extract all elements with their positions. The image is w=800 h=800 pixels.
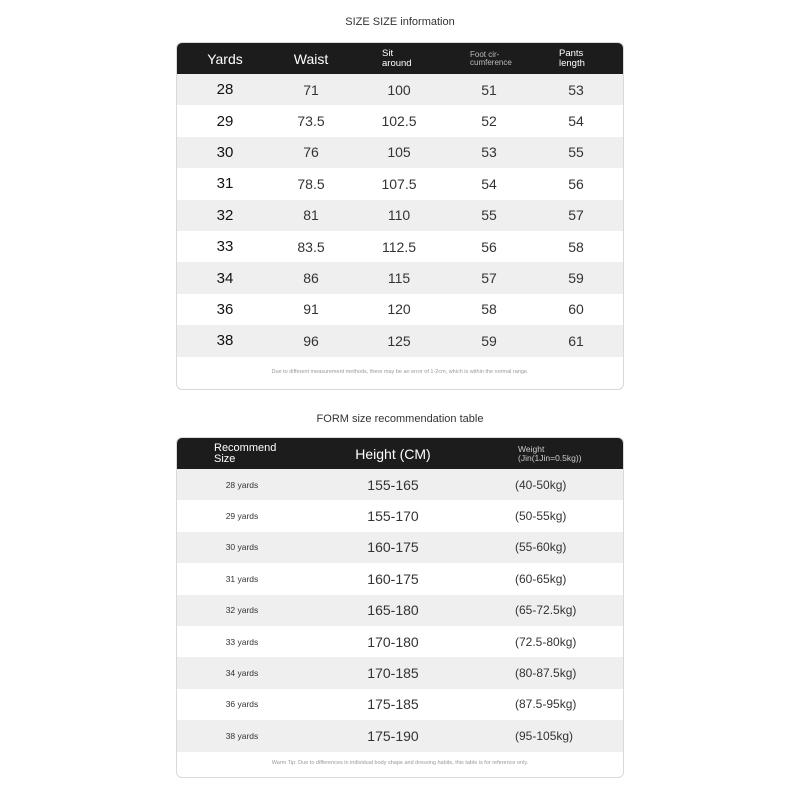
cell-recommend-size: 29 yards [225,511,259,522]
cell-height: 175-190 [367,727,419,744]
cell-sit-around: 107.5 [381,175,417,192]
header-pants-line1: Pants [559,48,584,59]
cell-waist: 71 [303,81,319,98]
header-rec-line1: Recommend [214,441,277,454]
cell-foot-circumference: 54 [481,175,497,192]
cell-height: 160-175 [367,570,419,587]
cell-yards: 28 [216,81,234,99]
table-row [177,168,623,199]
cell-height: 155-170 [367,508,419,525]
table-row [177,626,623,657]
cell-yards: 32 [216,206,234,224]
cell-yards: 31 [216,175,234,193]
cell-weight: (40-50kg) [515,477,567,492]
cell-weight: (50-55kg) [515,509,567,524]
header-pants-length [559,43,619,74]
cell-waist: 83.5 [297,238,325,255]
cell-pants-length: 56 [568,175,584,192]
table-row [177,720,623,751]
table-row [177,137,623,168]
cell-pants-length: 60 [568,301,584,318]
cell-height: 160-175 [367,539,419,556]
table-row [177,595,623,626]
cell-foot-circumference: 58 [481,301,497,318]
header-sit-line2: around [382,57,412,69]
header-rec-line2: Size [214,452,236,465]
form-table [176,437,624,778]
cell-height: 170-180 [367,633,419,650]
cell-pants-length: 54 [568,113,584,130]
cell-waist: 86 [303,270,319,287]
cell-weight: (95-105kg) [515,728,574,743]
cell-height: 170-185 [367,665,419,682]
size-table-note: Due to different measurement methods, there may be an error of 1-2cm, which is within the normal range. [271,369,529,375]
cell-pants-length: 55 [568,144,584,161]
cell-foot-circumference: 53 [481,144,497,161]
cell-sit-around: 102.5 [381,113,417,130]
cell-pants-length: 59 [568,270,584,287]
cell-sit-around: 100 [387,81,411,98]
cell-foot-circumference: 55 [481,207,497,224]
header-weight-line2: (Jin(1Jin=0.5kg)) [518,452,582,463]
cell-yards: 33 [216,238,234,256]
table-row [177,657,623,688]
cell-waist: 73.5 [297,113,325,130]
cell-weight: (72.5-80kg) [515,634,577,649]
cell-foot-circumference: 56 [481,238,497,255]
header-weight [518,438,618,469]
cell-yards: 34 [216,269,234,287]
cell-pants-length: 58 [568,238,584,255]
header-foot-line2: cumference [470,57,512,67]
header-yards: Yards [207,50,243,67]
cell-recommend-size: 36 yards [225,699,259,710]
header-foot-circumference [470,43,540,74]
cell-sit-around: 112.5 [382,238,416,255]
header-pants-line2: length [559,57,585,69]
cell-weight: (80-87.5kg) [515,666,577,681]
cell-yards: 29 [216,112,234,130]
cell-waist: 78.5 [297,175,325,192]
header-sit-line1: Sit [382,48,394,59]
cell-foot-circumference: 59 [481,332,497,349]
table-row [177,294,623,325]
cell-sit-around: 110 [387,207,411,224]
cell-height: 155-165 [367,476,419,493]
size-table-body [177,74,623,357]
cell-waist: 81 [303,207,319,224]
cell-pants-length: 57 [568,207,584,224]
cell-sit-around: 105 [387,144,411,161]
cell-pants-length: 53 [568,81,584,98]
cell-yards: 30 [216,143,234,161]
header-recommend-size [214,438,304,469]
cell-waist: 96 [303,332,319,349]
cell-recommend-size: 28 yards [225,479,259,490]
cell-sit-around: 120 [387,301,411,318]
table-row [177,532,623,563]
form-table-body [177,469,623,752]
cell-waist: 91 [303,301,319,318]
header-waist: Waist [293,50,329,67]
cell-recommend-size: 34 yards [225,668,259,679]
cell-height: 165-180 [367,602,419,619]
header-weight-line1: Weight [518,444,545,454]
cell-waist: 76 [303,144,319,161]
size-table-title: SIZE SIZE information [345,16,455,28]
cell-sit-around: 115 [387,270,411,287]
cell-weight: (65-72.5kg) [515,603,577,618]
header-height: Height (CM) [355,445,431,462]
cell-foot-circumference: 52 [481,113,497,130]
table-row [177,325,623,356]
cell-sit-around: 125 [387,332,411,349]
cell-yards: 36 [216,300,234,318]
table-row [177,563,623,594]
table-row [177,105,623,136]
table-row [177,469,623,500]
cell-recommend-size: 33 yards [225,636,259,647]
size-table-header [177,43,623,74]
table-row [177,200,623,231]
table-row [177,74,623,105]
table-row [177,262,623,293]
cell-foot-circumference: 51 [481,81,497,98]
cell-foot-circumference: 57 [481,270,497,287]
cell-pants-length: 61 [568,332,584,349]
cell-recommend-size: 31 yards [225,573,259,584]
cell-recommend-size: 30 yards [225,542,259,553]
header-foot-line1: Foot cir- [470,49,500,59]
cell-yards: 38 [216,332,234,350]
table-row [177,500,623,531]
cell-weight: (55-60kg) [515,540,567,555]
size-table [176,42,624,390]
table-row [177,231,623,262]
header-sit-around [382,43,452,74]
cell-recommend-size: 32 yards [225,605,259,616]
cell-weight: (87.5-95kg) [515,697,577,712]
form-table-title: FORM size recommendation table [316,413,484,425]
table-row [177,689,623,720]
form-table-header [177,438,623,469]
cell-recommend-size: 38 yards [225,730,259,741]
cell-weight: (60-65kg) [515,571,567,586]
form-table-note: Warm Tip: Due to differences in individual body shape and dressing habits, this table is for reference only. [271,760,529,766]
cell-height: 175-185 [367,696,419,713]
